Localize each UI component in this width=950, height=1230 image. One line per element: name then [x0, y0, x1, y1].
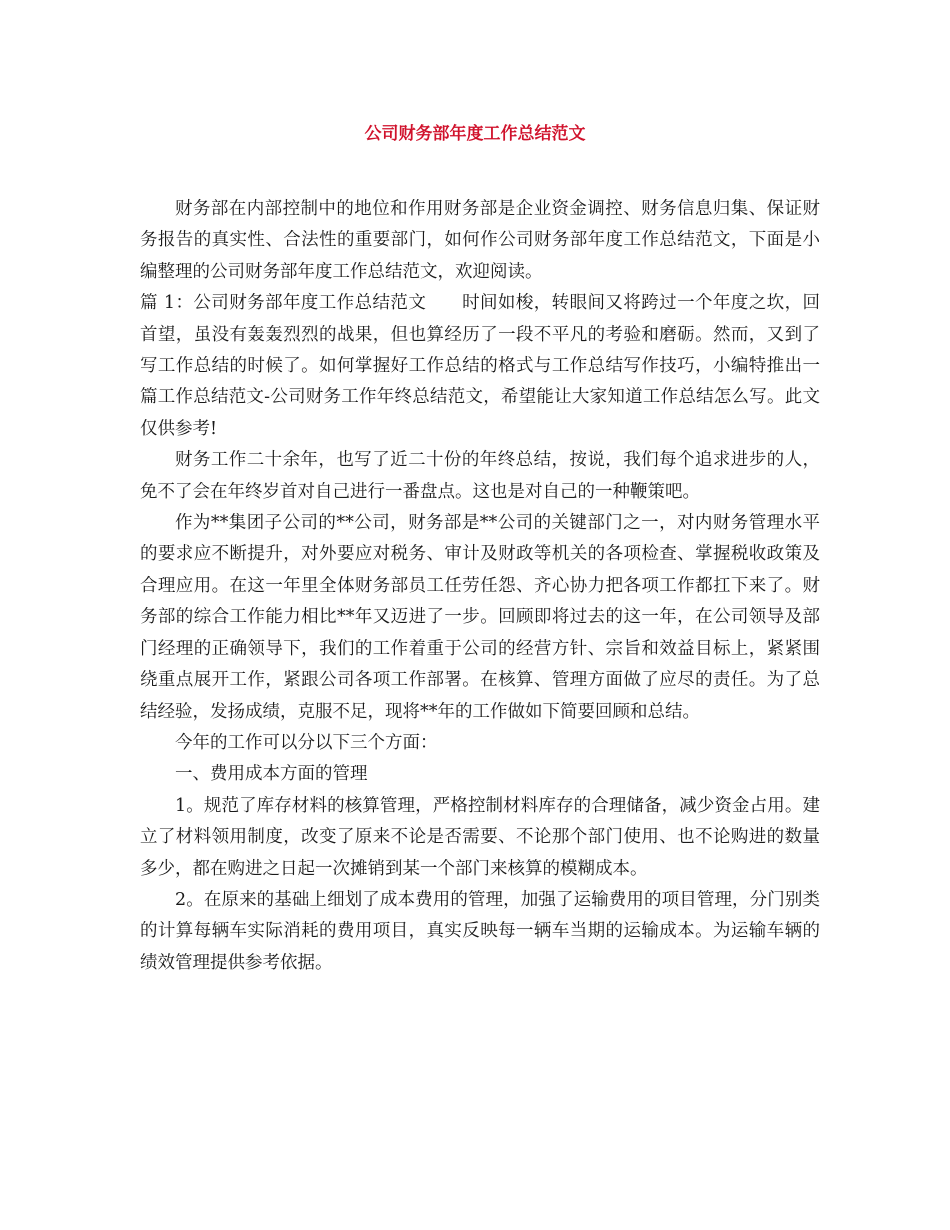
paragraph-item-1: 1。规范了库存材料的核算管理，严格控制材料库存的合理储备，减少资金占用。建立了材料领用制度，改变了原来不论是否需要、不论那个部门使用、也不论购进的数量多少，都在购进之日起一次摊销到某一个部门来核算的模糊成本。: [140, 795, 820, 879]
document-title: 公司财务部年度工作总结范文: [364, 124, 586, 144]
paragraph-three-aspects: 今年的工作可以分以下三个方面：: [175, 732, 438, 753]
document-body: [140, 194, 820, 979]
paragraph-intro: 财务部在内部控制中的地位和作用财务部是企业资金调控、财务信息归集、保证财务报告的真实性、合法性的重要部门，如何作公司财务部年度工作总结范文，下面是小编整理的公司财务部年度工作总结范文，欢迎阅读。: [140, 199, 820, 282]
paragraph-section-1-intro: 篇 1：公司财务部年度工作总结范文 时间如梭，转眼间又将跨过一个年度之坎，回首望，虽没有轰轰烈烈的战果，但也算经历了一段不平凡的考验和磨砺。然而，又到了写工作总结的时候了。如何掌握好工作总结的格式与工作总结写作技巧，小编特推出一篇工作总结范文-公司财务工作年终总结范文，希望能让大家知道工作总结怎么写。此文仅供参考!: [140, 293, 820, 439]
heading-cost-management: 一、费用成本方面的管理: [175, 764, 368, 785]
paragraph-item-2: 2。在原来的基础上细划了成本费用的管理，加强了运输费用的项目管理，分门别类的计算每辆车实际消耗的费用项目，真实反映每一辆车当期的运输成本。为运输车辆的绩效管理提供参考依据。: [140, 889, 820, 973]
paragraph-experience: 财务工作二十余年，也写了近二十份的年终总结，按说，我们每个追求进步的人，免不了会在年终岁首对自己进行一番盘点。这也是对自己的一种鞭策吧。: [140, 450, 820, 502]
paragraph-company-review: 作为**集团子公司的**公司，财务部是**公司的关键部门之一，对内财务管理水平的要求应不断提升，对外要应对税务、审计及财政等机关的各项检查、掌握税收政策及合理应用。在这一年里全体财务部员工任劳任怨、齐心协力把各项工作都扛下来了。财务部的综合工作能力相比**年又迈进了一步。回顾即将过去的这一年，在公司领导及部门经理的正确领导下，我们的工作着重于公司的经营方针、宗旨和效益目标上，紧紧围绕重点展开工作，紧跟公司各项工作部署。在核算、管理方面做了应尽的责任。为了总结经验，发扬成绩，克服不足，现将**年的工作做如下简要回顾和总结。: [140, 513, 820, 722]
